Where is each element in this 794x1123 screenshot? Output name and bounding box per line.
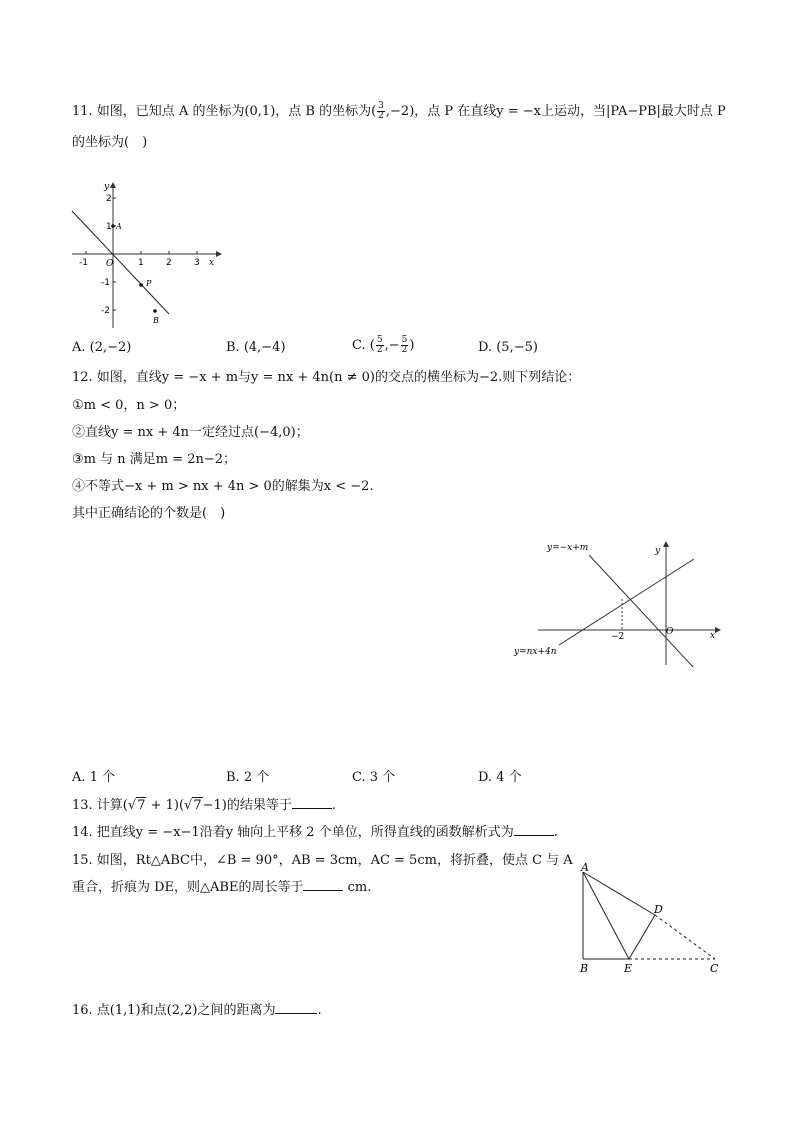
q12-label-line1: y=−x+m bbox=[547, 543, 589, 553]
q11-xtick-neg1: -1 bbox=[79, 258, 88, 268]
q12-conclusion-3: ③m 与 n 满足m = 2n−2； bbox=[72, 452, 237, 467]
q15-segment-ae bbox=[583, 872, 629, 959]
q11-line1-b: ,−2)，点 P 在直线y = −x上运动，当|PA−PB|最大时点 P bbox=[385, 104, 726, 119]
q11-line1-a: 11. 如图，已知点 A 的坐标为(0,1)，点 B 的坐标为( bbox=[72, 104, 377, 119]
q12-line-nx-plus-4n bbox=[559, 559, 694, 645]
q12-figure bbox=[510, 533, 725, 668]
q11-y-label: y bbox=[104, 182, 110, 192]
q12-question: 其中正确结论的个数是( ) bbox=[72, 506, 226, 521]
q12-conclusion-1: ①m < 0，n > 0； bbox=[72, 398, 186, 413]
q11-line2: 的坐标为( ) bbox=[72, 135, 148, 150]
q11-option-b: B. (4,−4) bbox=[226, 340, 286, 355]
q13-line: 13. 计算(√7 + 1)(√7−1)的结果等于 . bbox=[72, 798, 337, 813]
q11-xtick-1: 1 bbox=[138, 258, 144, 268]
q13-sqrt-1: 7 bbox=[137, 798, 146, 813]
q15-label-b: B bbox=[580, 962, 589, 975]
q12-line1: 12. 如图，直线y = −x + m与y = nx + 4n(n ≠ 0)的交点的横坐标为−2.则下列结论： bbox=[72, 370, 581, 385]
q14-answer-blank[interactable] bbox=[514, 835, 554, 836]
q15-figure bbox=[572, 858, 732, 978]
q12-label-line2: y=nx+4n bbox=[514, 647, 557, 657]
q11-option-d: D. (5,−5) bbox=[478, 340, 538, 355]
q12-option-b: B. 2 个 bbox=[226, 770, 270, 785]
q12-y-label: y bbox=[655, 546, 661, 556]
q11-option-c: C. ( $\frac{5}{2}$ ,− $\frac{5}{2}$ ) bbox=[352, 335, 415, 355]
q12-option-a: A. 1 个 bbox=[72, 770, 116, 785]
q12-option-c: C. 3 个 bbox=[352, 770, 396, 785]
q12-option-d: D. 4 个 bbox=[478, 770, 522, 785]
q15-line1: 15. 如图，Rt△ABC中，∠B = 90°，AB = 3cm，AC = 5cm，将折叠，使点 C 与 A bbox=[72, 853, 573, 868]
q11-point-p bbox=[139, 283, 143, 287]
q12-x-label: x bbox=[710, 631, 716, 641]
q11-fraction: $\frac{3}{2}$ bbox=[378, 101, 384, 121]
q13-answer-blank[interactable] bbox=[292, 808, 332, 809]
q11-line1 bbox=[72, 102, 726, 121]
q11-ytick-1: 1 bbox=[106, 222, 112, 232]
q11-ytick-2: 2 bbox=[106, 194, 112, 204]
q11-x-label: x bbox=[209, 258, 215, 268]
q12-line-neg-x-plus-m bbox=[589, 555, 693, 667]
q11-origin-label: O bbox=[106, 259, 114, 269]
q15-label-a: A bbox=[581, 861, 589, 874]
q15-fold-de bbox=[629, 915, 655, 959]
q15-label-c: C bbox=[710, 962, 719, 975]
q15-label-d: D bbox=[654, 903, 663, 916]
q15-side-ad bbox=[583, 872, 655, 915]
q11-point-p-label: P bbox=[146, 279, 152, 288]
q14-line: 14. 把直线y = −x−1沿着y 轴向上平移 2 个单位，所得直线的函数解析式为 . bbox=[72, 825, 558, 840]
q13-sqrt-2: 7 bbox=[193, 798, 202, 813]
q15-label-e: E bbox=[624, 962, 633, 975]
q16-line: 16. 点(1,1)和点(2,2)之间的距离为 . bbox=[72, 1003, 322, 1018]
q11-point-a bbox=[111, 224, 115, 228]
q11-point-b-label: B bbox=[153, 316, 159, 325]
q11-figure bbox=[66, 178, 226, 338]
q11-xtick-2: 2 bbox=[166, 258, 172, 268]
q16-answer-blank[interactable] bbox=[275, 1013, 317, 1014]
q12-origin-label: O bbox=[666, 627, 674, 637]
q11-ytick-neg2: -2 bbox=[101, 306, 110, 316]
q11-option-a: A. (2,−2) bbox=[72, 340, 132, 355]
q12-tick-neg2: −2 bbox=[611, 632, 625, 642]
q11-ytick-neg1: -1 bbox=[101, 278, 110, 288]
q11-point-b bbox=[153, 309, 157, 313]
q15-side-dc-dashed bbox=[655, 915, 715, 959]
q12-conclusion-4: ④不等式−x + m > nx + 4n > 0的解集为x < −2. bbox=[72, 479, 374, 494]
q15-line2: 重合，折痕为 DE，则△ABE的周长等于 cm. bbox=[72, 880, 372, 895]
q12-conclusion-2: ②直线y = nx + 4n一定经过点(−4,0)； bbox=[72, 425, 309, 440]
q11-point-a-label: A bbox=[116, 222, 122, 231]
q15-answer-blank[interactable] bbox=[303, 890, 343, 891]
q11-xtick-3: 3 bbox=[194, 258, 200, 268]
